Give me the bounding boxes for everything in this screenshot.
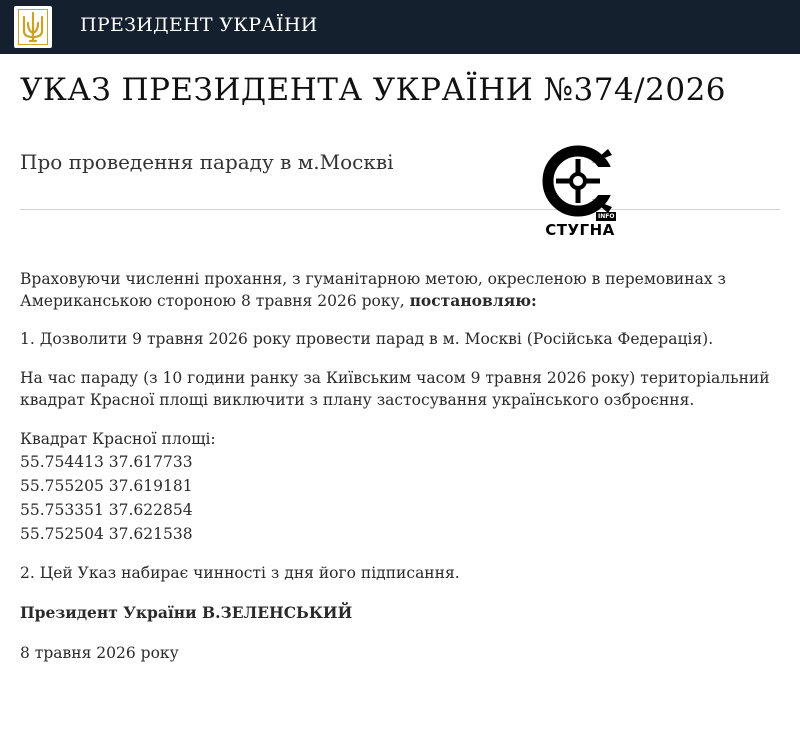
watermark-logo	[540, 145, 630, 245]
coordinate-line: 55.752504 37.621538	[20, 525, 193, 543]
signature: Президент України В.ЗЕЛЕНСЬКИЙ	[20, 603, 353, 622]
watermark-name: СТУГНА	[545, 221, 615, 239]
item-2: 2. Цей Указ набирає чинності з дня його підписання.	[20, 564, 460, 582]
decree-title: УКАЗ ПРЕЗИДЕНТА УКРАЇНИ №374/2026	[20, 72, 727, 108]
item-1: 1. Дозволити 9 травня 2026 року провести парад в м. Москві (Російська Федерація).	[20, 330, 714, 348]
watermark-suffix: INFO	[598, 213, 615, 220]
site-title[interactable]: ПРЕЗИДЕНТ УКРАЇНИ	[80, 14, 318, 36]
preamble	[20, 268, 790, 312]
decree-body	[20, 268, 790, 664]
decree-subtitle: Про проведення параду в м.Москві	[20, 150, 394, 174]
divider	[20, 209, 780, 210]
trident-icon[interactable]	[14, 6, 52, 48]
coordinate-line: 55.755205 37.619181	[20, 477, 193, 495]
preamble-text: Враховуючи численні прохання, з гуманітарною метою, окресленою в перемовинах з Американською стороною 8 травня 2026 року,	[20, 270, 726, 310]
coordinate-line: 55.754413 37.617733	[20, 453, 193, 471]
coordinates-block	[20, 428, 790, 546]
item-1-continuation: На час параду (з 10 години ранку за Київським часом 9 травня 2026 року) територіальний квадрат Красної площі виключити з плану застосування українського озброєння.	[20, 369, 770, 409]
decree-date: 8 травня 2026 року	[20, 644, 179, 662]
coordinates-label: Квадрат Красної площі:	[20, 430, 216, 448]
preamble-bold: постановляю:	[409, 291, 537, 310]
coordinate-line: 55.753351 37.622854	[20, 501, 193, 519]
site-header	[0, 0, 800, 54]
